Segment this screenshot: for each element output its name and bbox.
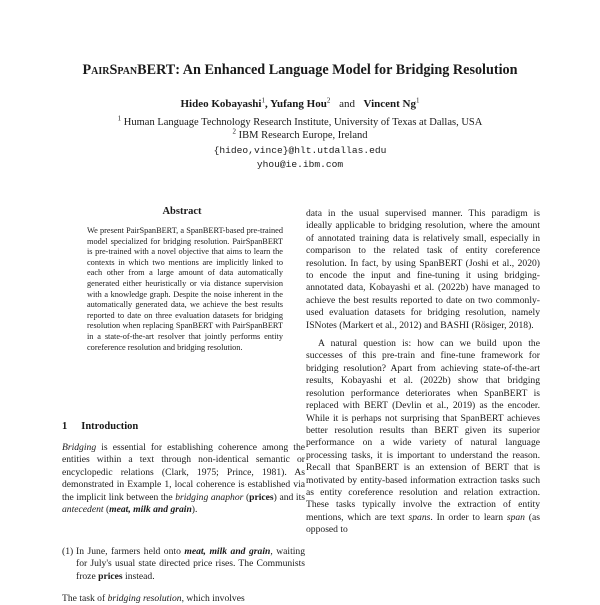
right-column — [306, 208, 540, 537]
author-affil-mark: 2 — [326, 96, 331, 105]
text-run: instead. — [122, 570, 155, 582]
term-antecedent-text: meat, milk and grain — [109, 504, 192, 516]
affiliation-1 — [0, 114, 600, 128]
author-affil-mark: 1 — [261, 96, 265, 105]
text-run: In June, farmers held onto — [76, 546, 185, 558]
affil-mark: 1 — [117, 114, 122, 123]
text-run: , which involves — [181, 593, 245, 604]
example-number: (1) — [62, 546, 74, 557]
term-spans: spans — [408, 511, 431, 523]
author-name: Yufang Hou — [270, 98, 327, 110]
title-model-name: PairSpanBERT — [82, 62, 176, 78]
text-run: is essential for establishing coherence among the entities within a text through non-identical semantic or encyclopedic relations (Clark, 1975; Prince, 1981). As demonstrated in Example 1, local coherence is established via the implicit link between the — [62, 442, 305, 503]
example-body — [62, 546, 305, 583]
right-paragraph-1: data in the usual supervised manner. This paradigm is ideally applicable to bridging resolution, where the amount of annotated training data is relatively small, especially in comparison to the related task of entity coreference resolution. In fact, by using SpanBERT (Joshi et al., 2020) to encode the input and fine-tuning it using bridging-annotated data, Kobayashi et al. (2022b) have managed to achieve the best results reported to date on two commonly-used evaluation datasets for bridging resolution, namely ISNotes (Markert et al., 2012) and BASHI (Rösiger, 2018). — [306, 208, 540, 331]
text-run: ) and its — [273, 491, 305, 503]
example-antecedent: meat, milk and grain — [184, 546, 271, 558]
section-heading-introduction — [62, 421, 138, 432]
term-prices: prices — [249, 491, 274, 503]
author-name: Hideo Kobayashi — [180, 98, 262, 110]
author-conjunction: and — [339, 98, 355, 110]
intro-paragraph — [62, 442, 305, 516]
text-run: (as opposed to — [306, 511, 540, 536]
text-run: , waiting for July's usual state directed price rises. The Communists froze — [76, 546, 306, 582]
author-affil-mark: 1 — [416, 96, 420, 105]
right-paragraph-2 — [306, 338, 540, 537]
section-title: Introduction — [81, 421, 139, 432]
author-list: Hideo Kobayashi$^1$, Yufang Hou$^2$ and Vincent Ng$^1$ — [180, 96, 420, 110]
text-run: . In order to learn — [430, 511, 507, 523]
intro-paragraph-2 — [62, 593, 305, 605]
paper-title — [0, 62, 600, 79]
title-subtitle: : An Enhanced Language Model for Bridging Resolution — [175, 62, 518, 78]
term-antecedent: antecedent — [62, 504, 104, 516]
email-2: yhou@ie.ibm.com — [256, 159, 344, 170]
affil-mark: 2 — [232, 127, 236, 136]
example-anaphor: prices — [98, 570, 123, 582]
abstract-heading: Abstract — [162, 206, 202, 217]
text-run: ( — [243, 491, 250, 503]
text-run: The task of — [62, 593, 108, 604]
affil-text: Human Language Technology Research Institute, University of Texas at Dallas, USA — [123, 117, 483, 128]
term-span: span — [506, 511, 525, 523]
text-run: ( — [103, 504, 110, 516]
author-name: Vincent Ng — [363, 98, 416, 110]
email-1: {hideo,vince}@hlt.utdallas.edu — [213, 145, 387, 156]
term-bridging-resolution: bridging resolution — [107, 593, 182, 604]
term-bridging: Bridging — [62, 442, 97, 453]
text-run: A natural question is: how can we build upon the successes of this pre-train and fine-tune framework for bridging resolution? Apart from achieving state-of-the-art results, Kobayashi et al. (2022b) show that bridging resolution performance deteriorates when SpanBERT is replaced with BERT (Devlin et al., 2019) as the encoder. While it is perhaps not surprising that SpanBERT achieves better resolution results than BERT given its superior performance on a wide variety of natural language processing tasks, it is important to understand the reason. Recall that SpanBERT is an extension of BERT that is motivated by entity-based information extraction tasks such as entity coreference resolution and relation extraction. These tasks typically involve the extraction of entity mentions, which are text — [306, 338, 540, 523]
term-bridging-anaphor: bridging anaphor — [175, 491, 244, 503]
abstract-text: We present PairSpanBERT, a SpanBERT-based pre-trained model specialized for bridging resolution. PairSpanBERT is pre-trained with a novel objective that aims to learn the contexts in which two mentions are implicitly linked to each other from a large amount of data automatically generated either heuristically or via distance supervision with a knowledge graph. Despite the noise inherent in the automatically generated data, we achieve the best results reported to date on three evaluation datasets for bridging resolution when replacing SpanBERT with PairSpanBERT in a state-of-the-art resolver that jointly performs entity coreference resolution and bridging resolution. — [87, 226, 283, 352]
section-number: 1 — [62, 421, 68, 432]
affil-text: IBM Research Europe, Ireland — [238, 130, 368, 141]
affiliation-2 — [0, 127, 600, 141]
example-1 — [62, 546, 305, 583]
text-run: ). — [191, 504, 198, 516]
